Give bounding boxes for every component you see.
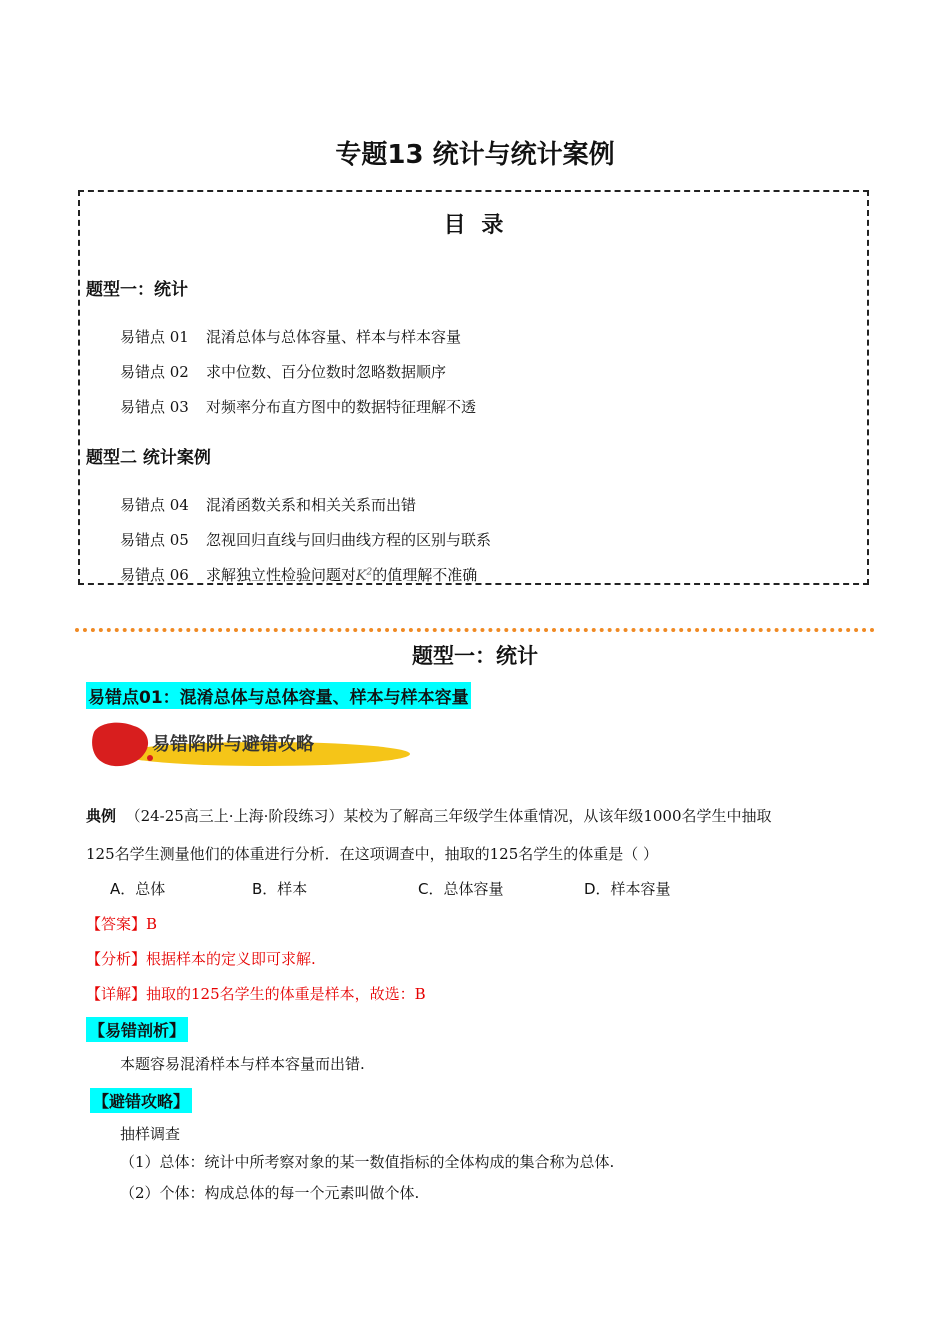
avoid-tag: 【避错攻略】: [90, 1088, 192, 1113]
error-analysis-tag: 【易错剖析】: [86, 1017, 188, 1042]
toc-heading: 目 录: [443, 213, 508, 238]
example-line-1: 典例 （24-25高三上·上海·阶段练习）某校为了解高三年级学生体重情况，从该年级1000名学生中抽取: [86, 807, 772, 825]
section-divider: [75, 628, 875, 632]
avoid-item-2: （2）个体：构成总体的每一个元素叫做个体.: [120, 1184, 420, 1202]
banner-text: 易错陷阱与避错攻略: [152, 734, 314, 755]
toc-item-02[interactable]: 易错点 02 求中位数、百分位数时忽略数据顺序: [120, 363, 447, 381]
example-label: 典例: [86, 807, 117, 825]
section-title: 题型一：统计: [412, 644, 538, 668]
choice-d: D．样本容量: [584, 880, 671, 898]
toc-box: [78, 190, 869, 585]
choice-c: C．总体容量: [418, 880, 504, 898]
toc-item-03[interactable]: 易错点 03 对频率分布直方图中的数据特征理解不透: [120, 398, 477, 416]
example-line-2: 125名学生测量他们的体重进行分析．在这项调查中，抽取的125名学生的体重是（ ）: [86, 845, 659, 863]
choice-a: A．总体: [110, 880, 166, 898]
error-point-title: 易错点01：混淆总体与总体容量、样本与样本容量: [86, 682, 471, 709]
k-squared-symbol: $K^2$: [356, 567, 373, 584]
trap-banner: [90, 718, 410, 774]
detail: 【详解】抽取的125名学生的体重是样本，故选：B: [86, 985, 426, 1003]
choice-b: B．样本: [252, 880, 308, 898]
page-title: 专题13 统计与统计案例: [335, 140, 615, 170]
toc-item-04[interactable]: 易错点 04 混淆函数关系和相关关系而出错: [120, 496, 417, 514]
answer: 【答案】B: [86, 915, 158, 933]
toc-section-1[interactable]: 题型一：统计: [86, 280, 188, 300]
toc-section-2[interactable]: 题型二 统计案例: [86, 448, 211, 468]
analysis: 【分析】根据样本的定义即可求解.: [86, 950, 316, 968]
toc-item-06[interactable]: 易错点 06 求解独立性检验问题对$K^2$的值理解不准确: [120, 566, 478, 584]
avoid-item-1: （1）总体：统计中所考察对象的某一数值指标的全体构成的集合称为总体.: [120, 1153, 615, 1171]
toc-item-01[interactable]: 易错点 01 混淆总体与总体容量、样本与样本容量: [120, 328, 462, 346]
toc-item-05[interactable]: 易错点 05 忽视回归直线与回归曲线方程的区别与联系: [120, 531, 492, 549]
error-analysis-text: 本题容易混淆样本与样本容量而出错.: [120, 1055, 365, 1073]
avoid-heading: 抽样调查: [120, 1125, 181, 1143]
